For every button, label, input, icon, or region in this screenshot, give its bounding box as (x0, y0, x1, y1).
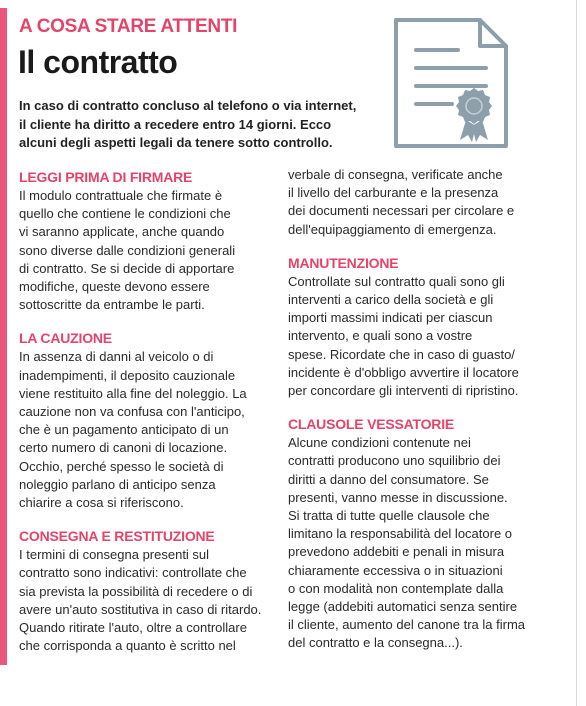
body-line: certo numero di canoni di locazione. (19, 440, 228, 456)
intro-line: In caso di contratto concluso al telefono o via internet, (19, 98, 357, 113)
section-heading: CONSEGNA E RESTITUZIONE (19, 528, 215, 545)
body-line: dei documenti necessari per circolare e (288, 203, 515, 219)
body-line: del contratto e la consegna...). (288, 635, 463, 651)
body-line: chiaramente eccessiva o in situazioni (288, 562, 503, 578)
contract-document-with-seal-icon (392, 16, 510, 150)
body-line: o con modalità non contemplate dalla (288, 580, 504, 596)
body-line: prevedono addebiti e penali in misura (288, 544, 505, 560)
intro-line: il cliente ha diritto a recedere entro 14 giorni. Ecco (19, 116, 332, 132)
body-line: Quando ritirate l'auto, oltre a controllare (19, 620, 247, 636)
body-line: sottoscritte da entrambe le parti. (19, 297, 205, 313)
section-manutenzione (288, 254, 543, 400)
intro-paragraph (19, 97, 364, 153)
body-line: Alcune condizioni contenute nei (288, 435, 471, 451)
body-line: avere un'auto sostitutiva in caso di ritardo. (19, 601, 262, 617)
body-line: modifiche, queste devono essere (19, 279, 210, 295)
accent-bar (0, 8, 7, 665)
body-line: Si tratta di tutte quelle clausole che (288, 508, 490, 524)
continuation-paragraph (288, 166, 543, 239)
body-line: il cliente, aumento del canone tra la firma (288, 617, 526, 633)
body-line: il livello del carburante e la presenza (288, 185, 499, 201)
body-line: noleggio parlano di anticipo senza (19, 476, 216, 492)
body-line: presenti, vanno messe in discussione. (288, 489, 508, 505)
body-line: quello che contiene le condizioni che (19, 206, 231, 222)
body-line: contratti producono uno squilibrio dei (288, 453, 501, 469)
body-line: spese. Ricordate che in caso di guasto/ (288, 346, 515, 362)
body-line: importi massimi indicati per ciascun (288, 310, 493, 326)
body-line: limitano la responsabilità del locatore o (288, 526, 513, 542)
section-consegna-e-restituzione (19, 527, 274, 655)
body-line: vi saranno applicate, anche quando (19, 224, 225, 240)
body-line: Il modulo contrattuale che firmate è (19, 188, 223, 203)
body-line: sia prevista la possibilità di recedere o di (19, 583, 253, 599)
body-line: Controllate sul contratto quali sono gli (288, 273, 505, 289)
right-column (288, 166, 543, 653)
section-heading: CLAUSOLE VESSATORIE (288, 416, 455, 433)
body-line: di contratto. Se si decide di apportare (19, 260, 235, 276)
body-line: chiarire a cosa si riferiscono. (19, 495, 184, 511)
body-line: In assenza di danni al veicolo o di (19, 349, 214, 365)
body-line: Occhio, perché spesso le società di (19, 458, 224, 474)
divider (576, 0, 577, 706)
body-line: incidente è d'obbligo avvertire il locatore (288, 364, 519, 380)
body-line: verbale di consegna, verificate anche (288, 167, 503, 182)
section-clausole-vessatorie (288, 415, 543, 652)
section-heading: LA CAUZIONE (19, 330, 112, 347)
section-heading: MANUTENZIONE (288, 254, 399, 271)
body-line: I termini di consegna presenti sul (19, 547, 210, 563)
body-line: diritti a danno del consumatore. Se (288, 471, 489, 487)
body-line: intervento, e quali sono a vostre (288, 328, 473, 344)
left-column (19, 168, 274, 655)
body-line: interventi a carico della società e gli (288, 292, 494, 308)
body-line: inadempimenti, il deposito cauzionale (19, 367, 236, 383)
section-kicker: A COSA STARE ATTENTI (19, 16, 238, 37)
body-line: contratto sono indicativi: controllate che (19, 565, 247, 581)
body-line: per concordare gli interventi di ripristino. (288, 383, 519, 399)
body-line: che corrisponda a quanto è scritto nel (19, 638, 236, 654)
body-line: viene restituito alla fine del noleggio. La (19, 385, 247, 401)
page-title: Il contratto (18, 44, 178, 80)
body-line: che è un pagamento anticipato di un (19, 422, 229, 438)
body-line: legge (addebiti automatici senza sentire (288, 599, 518, 615)
section-leggi-prima-di-firmare (19, 168, 274, 314)
body-line: dell'equipaggiamento di emergenza. (288, 221, 497, 237)
intro-line: alcuni degli aspetti legali da tenere sotto controllo. (19, 135, 333, 150)
section-la-cauzione (19, 329, 274, 512)
body-line: cauzione non va confusa con l'anticipo, (19, 404, 245, 420)
section-heading: LEGGI PRIMA DI FIRMARE (19, 169, 193, 185)
body-line: sono diverse dalle condizioni generali (19, 242, 236, 258)
